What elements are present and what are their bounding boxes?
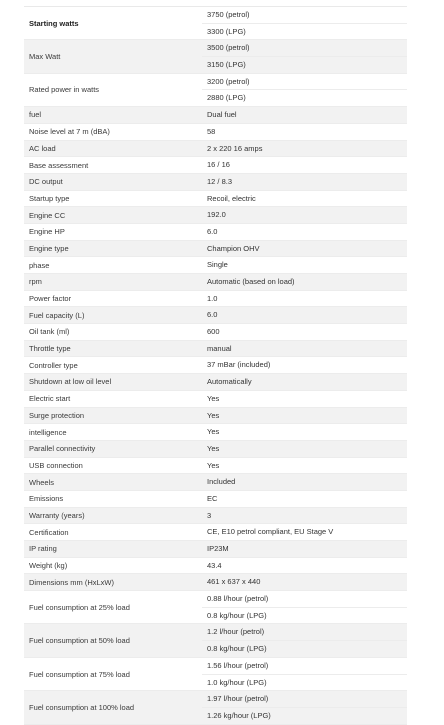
spec-label: Electric start: [29, 394, 71, 404]
spec-row: [24, 658, 407, 691]
spec-label: Engine HP: [29, 227, 65, 237]
spec-value-group: [202, 191, 407, 207]
spec-row: [24, 324, 407, 341]
spec-value: 3300 (LPG): [202, 23, 407, 40]
spec-row: [24, 574, 407, 591]
spec-label: Rated power in watts: [29, 85, 100, 95]
spec-row: [24, 124, 407, 141]
spec-value-group: [202, 408, 407, 424]
spec-label: Power factor: [29, 294, 72, 304]
spec-value: EC: [207, 493, 218, 503]
spec-label: AC load: [29, 143, 56, 153]
spec-value-group: [202, 324, 407, 340]
spec-row: [24, 524, 407, 541]
spec-label: fuel: [29, 110, 42, 120]
spec-row: [24, 291, 407, 308]
spec-label: Weight (kg): [29, 561, 68, 571]
spec-value: 6.0: [207, 310, 218, 320]
spec-label: Base assessment: [29, 160, 89, 170]
spec-value: Dual fuel: [207, 110, 237, 120]
spec-value: 2 x 220 16 amps: [207, 143, 263, 153]
spec-row: [24, 307, 407, 324]
spec-row: [24, 191, 407, 208]
spec-label: Certification: [29, 527, 69, 537]
spec-value-group: [202, 491, 407, 507]
spec-value-group: [202, 524, 407, 540]
spec-value-group: [202, 691, 407, 723]
spec-label: Oil tank (ml): [29, 327, 70, 337]
spec-value: Yes: [207, 410, 220, 420]
spec-value: 43.4: [207, 560, 222, 570]
spec-row: [24, 691, 407, 724]
spec-value: Automatic (based on load): [207, 277, 295, 286]
spec-value-group: [202, 74, 407, 106]
spec-value-group: [202, 207, 407, 223]
spec-label: Controller type: [29, 360, 78, 370]
spec-value: 1.0 kg/hour (LPG): [202, 674, 407, 691]
spec-label: Fuel consumption at 75% load: [29, 669, 130, 679]
spec-label: Dimensions mm (HxLxW): [29, 577, 115, 587]
spec-value: Yes: [207, 443, 220, 453]
spec-label: Fuel consumption at 50% load: [29, 636, 130, 646]
spec-label: Throttle type: [29, 344, 71, 354]
spec-label: rpm: [29, 277, 42, 287]
spec-row: [24, 157, 407, 174]
spec-value: 0.8 kg/hour (LPG): [202, 607, 407, 624]
spec-label: Parallel connectivity: [29, 444, 96, 454]
spec-value-group: [202, 357, 407, 373]
spec-label: intelligence: [29, 427, 67, 437]
spec-row: [24, 424, 407, 441]
spec-row: [24, 441, 407, 458]
spec-row: [24, 558, 407, 575]
spec-row: [24, 107, 407, 124]
spec-value: 3750 (petrol): [207, 10, 250, 19]
spec-value-group: [202, 341, 407, 357]
spec-value: 3500 (petrol): [207, 43, 250, 53]
spec-label: Engine type: [29, 243, 69, 253]
spec-label: Startup type: [29, 193, 70, 203]
spec-label: DC output: [29, 177, 63, 187]
spec-value: 37 mBar (included): [207, 360, 271, 370]
spec-value: Included: [207, 477, 236, 487]
spec-value: 3150 (LPG): [202, 56, 407, 73]
spec-value: Yes: [207, 460, 220, 470]
spec-row: [24, 374, 407, 391]
spec-value-group: [202, 591, 407, 623]
spec-value: CE, E10 petrol compliant, EU Stage V: [207, 527, 334, 537]
spec-row: [24, 224, 407, 241]
spec-value: Champion OHV: [207, 243, 260, 253]
spec-label: Fuel consumption at 25% load: [29, 602, 130, 612]
spec-label: Noise level at 7 m (dBA): [29, 127, 110, 137]
spec-label: Shutdown at low oil level: [29, 377, 112, 387]
spec-value: 58: [207, 126, 216, 136]
spec-value-group: [202, 624, 407, 656]
spec-value-group: [202, 541, 407, 557]
spec-value-group: [202, 274, 407, 290]
spec-table: [24, 6, 407, 725]
spec-label: Wheels: [29, 477, 55, 487]
spec-row: [24, 207, 407, 224]
spec-value: 0.88 l/hour (petrol): [207, 594, 269, 604]
spec-value-group: [202, 107, 407, 123]
spec-value: Single: [207, 260, 228, 270]
spec-row: [24, 40, 407, 73]
spec-label: USB connection: [29, 460, 83, 470]
spec-value-group: [202, 458, 407, 474]
spec-value: 2880 (LPG): [202, 89, 407, 106]
spec-value-group: [202, 141, 407, 157]
spec-row: [24, 141, 407, 158]
spec-label: phase: [29, 260, 50, 270]
spec-value-group: [202, 658, 407, 690]
spec-row: [24, 541, 407, 558]
spec-value-group: [202, 307, 407, 323]
spec-label: Surge protection: [29, 410, 85, 420]
spec-value: 0.8 kg/hour (LPG): [202, 640, 407, 657]
spec-row: [24, 591, 407, 624]
spec-row: [24, 408, 407, 425]
spec-value: 1.97 l/hour (petrol): [207, 694, 269, 704]
spec-value: 1.2 l/hour (petrol): [207, 627, 265, 637]
spec-label: Warranty (years): [29, 510, 85, 520]
spec-value-group: [202, 241, 407, 257]
spec-value: 1.26 kg/hour (LPG): [202, 707, 407, 724]
spec-label: Emissions: [29, 494, 64, 504]
spec-value: 600: [207, 327, 220, 337]
spec-value: 192.0: [207, 210, 226, 220]
spec-value-group: [202, 558, 407, 574]
spec-value: Automatically: [207, 377, 252, 387]
spec-row: [24, 174, 407, 191]
spec-row: [24, 491, 407, 508]
spec-value: Recoil, electric: [207, 193, 256, 203]
spec-value-group: [202, 174, 407, 190]
spec-row: [24, 357, 407, 374]
spec-value-group: [202, 291, 407, 307]
spec-value-group: [202, 391, 407, 407]
spec-row: [24, 257, 407, 274]
spec-row: [24, 474, 407, 491]
spec-value: 461 x 637 x 440: [207, 577, 261, 587]
spec-value: 3: [207, 510, 212, 520]
spec-value-group: [202, 224, 407, 240]
spec-label: IP rating: [29, 544, 57, 554]
spec-value-group: [202, 257, 407, 273]
spec-label: Starting watts: [29, 18, 79, 28]
spec-value: 16 / 16: [207, 160, 230, 170]
spec-value-group: [202, 508, 407, 524]
spec-value: 1.56 l/hour (petrol): [207, 660, 269, 670]
spec-value-group: [202, 574, 407, 590]
spec-value: 12 / 8.3: [207, 176, 233, 186]
spec-value-group: [202, 441, 407, 457]
spec-value-group: [202, 157, 407, 173]
spec-value: IP23M: [207, 544, 229, 553]
spec-label: Max Watt: [29, 52, 61, 62]
spec-value: 3200 (petrol): [207, 76, 250, 86]
spec-value: manual: [207, 343, 232, 353]
spec-label: Fuel capacity (L): [29, 310, 85, 320]
spec-row: [24, 508, 407, 525]
spec-value-group: [202, 7, 407, 39]
spec-value: 1.0: [207, 293, 218, 303]
spec-value-group: [202, 424, 407, 440]
spec-value: Yes: [207, 427, 220, 437]
spec-value-group: [202, 124, 407, 140]
spec-row: [24, 624, 407, 657]
spec-row: [24, 341, 407, 358]
spec-row: [24, 74, 407, 107]
spec-row: [24, 458, 407, 475]
spec-row: [24, 7, 407, 40]
spec-row: [24, 274, 407, 291]
spec-label: Engine CC: [29, 210, 66, 220]
spec-value-group: [202, 474, 407, 490]
spec-value: Yes: [207, 393, 220, 403]
spec-value: 6.0: [207, 226, 218, 236]
spec-label: Fuel consumption at 100% load: [29, 702, 135, 712]
spec-row: [24, 241, 407, 258]
spec-value-group: [202, 40, 407, 72]
spec-value-group: [202, 374, 407, 390]
spec-row: [24, 391, 407, 408]
